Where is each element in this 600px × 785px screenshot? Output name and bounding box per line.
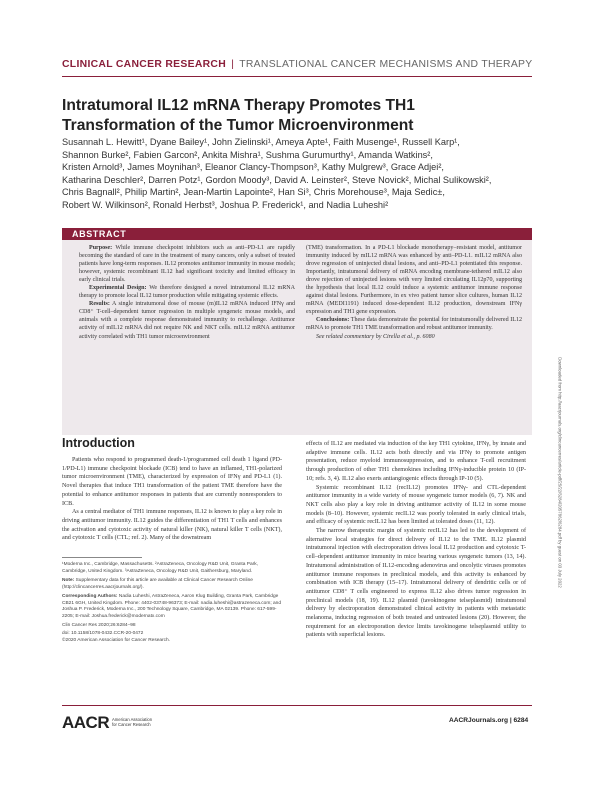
abstract-paragraph: [79, 284, 295, 300]
footnote-label: doi:: [62, 630, 70, 636]
title-line: Transformation of the Tumor Microenvironment: [62, 117, 414, 134]
abstract-column-left: [79, 244, 295, 341]
abstract-label: Conclusions:: [316, 317, 350, 324]
logo-wordmark: [62, 714, 109, 732]
header-separator: |: [231, 59, 235, 70]
abstract-paragraph: [79, 300, 295, 340]
header-rule: [62, 76, 532, 77]
author-line: Robert W. Wilkinson², Ronald Herbst³, Joshua P. Frederick¹, and Nadia Luheshi²: [62, 199, 389, 210]
title-line: Intratumoral IL12 mRNA Therapy Promotes TH1: [62, 97, 415, 114]
footnote-text: Nadia Luheshi, AstraZeneca, Aaron Klug Building, Granta Park, Cambridge CB21 6GH, United Kingdom. Phone: 4402-03748-96373; E-mail: nadia.luheshi@astrazeneca.com; and Joshua P. Frederick, Moderna Inc., 200 Technology Square, Cambridge, MA 02139. Phone: 617-599-2205; E-mail: Joshua.frederick@modernatx.com: [62, 594, 281, 619]
section-name: TRANSLATIONAL CANCER MECHANISMS AND THERAPY: [239, 59, 533, 70]
journal-section-header: [62, 59, 532, 73]
abstract-label: Experimental Design:: [89, 285, 147, 292]
author-line: Chris Bagnall², Philip Martin², Jean-Martin Lapointe², Han Si³, Chris Morehouse³, Maja Sedic±,: [62, 187, 445, 197]
abstract-label: Purpose:: [89, 245, 113, 251]
logo-subtitle: American Association for Cancer Research: [112, 717, 153, 727]
footnotes: [62, 562, 284, 648]
author-line: Susannah L. Hewitt¹, Dyane Bailey¹, John Zielinski¹, Ameya Apte¹, Faith Musenge¹, Russell Karp¹,: [62, 137, 460, 147]
body-column-left: [62, 456, 282, 543]
abstract-paragraph: [306, 333, 522, 341]
abstract-header-bar: [62, 228, 532, 240]
author-line: Shannon Burke², Fabien Garcon², Ankita Mishra¹, Sushma Gurumurthy¹, Amanda Watkins²,: [62, 149, 433, 160]
footnote-rule: [62, 557, 142, 558]
footnote-corresponding: [62, 594, 284, 620]
body-column-right: [306, 440, 526, 640]
footnote-doi: [62, 631, 284, 638]
footnote-citation: Clin Cancer Res 2020;26:6284–98: [62, 623, 136, 628]
abstract-text: (TME) transformation. In a PD-L1 blockade monotherapy–resistant model, antitumor immunity induced by mIL12 mRNA was enhanced by anti–PD-L1. mIL12 mRNA also drove regression of uninjected distal lesions, and anti–PD-L1 potentiated this response. Importantly, intratumoral delivery of mRNA encoding membrane-tethered mIL12 also drove rejection of uninjected lesions with very limited circulating IL12p70, supporting the hypothesis that local IL12 could induce a systemic antitumor immune response against distal lesions. Furthermore, in ex vivo patient tumor slice cultures, human IL12 mRNA (MEDI1191) induced dose-dependent IL12 production, downstream IFNγ expression and TH1 gene expression.: [306, 245, 522, 316]
abstract-text: We therefore designed a novel intratumoral IL12 mRNA therapy to promote local IL12 tumor production while mitigating systemic effects.: [79, 285, 295, 300]
footnote-text: Supplementary data for this article are available at Clinical Cancer Research Online (http://clincancerres.aacrjournals.org/).: [62, 578, 253, 590]
footnote-text: 10.1158/1078-0432.CCR-20-0472: [71, 630, 144, 636]
body-paragraph: The narrow therapeutic margin of systemic recIL12 has led to the development of alternative local strategies for direct delivery of IL12 to the TME. IL12 plasmid intratumoral injection with electroporation drives local IL12 production and cytotoxic T-cell–dependent antitumor immunity in mice bearing various syngeneic tumors (13, 14). Intratumoral administration of IL12-encoding adenovirus and oncolytic viruses promotes antitumor immune responses in preclinical models, and this activity is enhanced by combination with ICB therapy (15–17). Intratumoral delivery of dendritic cells or of antitumor CD8⁺ T cells engineered to express IL12 also drives tumor regression in preclinical models (18, 19). IL12 plasmid (tavokinogene telseplasmid) intratumoral delivery by electroporation demonstrated clinical activity in patients with metastatic melanoma, inducing regression of both treated and untreated lesions (20). However, the requirement for an electroporation device limits tavokinogene telseplasmid utility to patients with superficial lesions.: [306, 528, 526, 639]
author-list: [62, 136, 532, 211]
abstract-text: While immune checkpoint inhibitors such as anti–PD-L1 are rapidly becoming the standard of care in the treatment of many cancers, only a subset of treated patients have long-term responses. IL12 promotes antitumor immunity in mouse models; however, systemic recombinant IL12 had significant toxicity and limited efficacy in early clinical trials.: [79, 245, 296, 284]
journal-name: CLINICAL CANCER RESEARCH: [62, 59, 227, 70]
footnote-label: Corresponding Authors:: [62, 594, 118, 599]
body-paragraph: effects of IL12 are mediated via induction of the key TH1 cytokine, IFNγ, by innate and adaptive immune cells. IL12 acts both directly and via IFNγ to promote antigen presentation, reduce myeloid immunosuppression, and to enhance T-cell recruitment through production of other TH1 chemokines including IFNγ-inducible protein 10 (IP-10; refs. 3, 4). IL12 also exerts antiangiogenic effects through IP-10 (5).: [306, 441, 526, 482]
abstract-column-right: [306, 244, 522, 341]
download-note: Downloaded from http://aacrjournals.org/clincancerres/article-pdf/25/22/6284/2057862/6284.pdf by guest on 03 July 2022: [557, 357, 563, 588]
download-watermark: [555, 290, 565, 660]
introduction-heading: Introduction: [62, 436, 135, 450]
body-paragraph: As a central mediator of TH1 immune responses, IL12 is known to play a key role in driving antitumor immunity. IL12 guides the differentiation of TH1 T cells and enhances the activation and cytotoxic activity of natural killer (NK), natural killer T cells (NKT), and cytotoxic T cells (CTL; ref. 2). Many of the downstream: [62, 509, 282, 542]
abstract-label: Results:: [89, 301, 110, 308]
body-paragraph: Patients who respond to programmed death-1/programmed cell death 1 ligand (PD-1/PD-L1) immune checkpoint blockade (ICB) tend to have an inflamed, TH1-polarized tumor microenvironment (TME), characterized by expression of IFNγ and PD-L1 (1). Novel therapies that induce TH1 transformation of the patient TME therefore have the potential to enhance antitumor responses in patients that are currently nonresponders to ICB.: [62, 457, 282, 507]
footnote-label: Note:: [62, 578, 75, 583]
article-title: [62, 96, 532, 136]
aacr-logo: [62, 714, 182, 732]
abstract-paragraph: [306, 244, 522, 316]
abstract-paragraph: [306, 316, 522, 332]
logo-text: AACR: [62, 713, 110, 732]
abstract-heading: ABSTRACT: [72, 229, 127, 239]
author-line: Kristen Arnold³, James Moynihan³, Eleanor Clancy-Thompson³, Kathy Mulgrew³, Grace Adjei²,: [62, 162, 444, 172]
footnote-copyright: ©2020 American Association for Cancer Research.: [62, 638, 171, 643]
journal-url-page: AACRJournals.org | 6284: [449, 717, 529, 724]
author-line: Katharina Deschler², Darren Potz¹, Gordon Moody³, David A. Leinster², Steve Novick², Michal Sulikowski²,: [62, 174, 492, 185]
footer-rule: [62, 705, 532, 706]
footnote-affiliations: ¹Moderna Inc., Cambridge, Massachusetts. ²AstraZeneca, Oncology R&D Unit, Granta Park, Cambridge, United Kingdom. ³AstraZeneca, Oncology R&D Unit, Gaithersburg, Maryland.: [62, 562, 258, 574]
abstract-paragraph: [79, 244, 295, 284]
related-commentary: See related commentary by Cirella et al., p. 6080: [316, 333, 435, 340]
abstract-text: A single intratumoral dose of mouse (m)IL12 mRNA induced IFNγ and CD8⁺ T-cell–dependent tumor regression in multiple syngeneic mouse models, and animals with a complete response demonstrated immunity to rechallenge. Antitumor activity of mIL12 mRNA did not require NK and NKT cells. mIL12 mRNA antitumor activity correlated with TH1 tumor microenvironment: [79, 301, 295, 340]
footnote-note: [62, 578, 284, 591]
abstract-text: These data demonstrate the potential for intratumorally delivered IL12 mRNA to promote TH1 TME transformation and robust antitumor immunity.: [306, 317, 522, 332]
body-paragraph: Systemic recombinant IL12 (recIL12) promotes IFNγ- and CTL-dependent antitumor immunity in a wide variety of mouse syngeneic tumor models (6, 7). NK and NKT cells also play a key role in driving antitumor activity of IL12 in some mouse models (8–10). However, systemic recIL12 was poorly tolerated in early clinical trials, and efficacy of systemic recIL12 has been limited at tolerated doses (11, 12).: [306, 484, 526, 526]
